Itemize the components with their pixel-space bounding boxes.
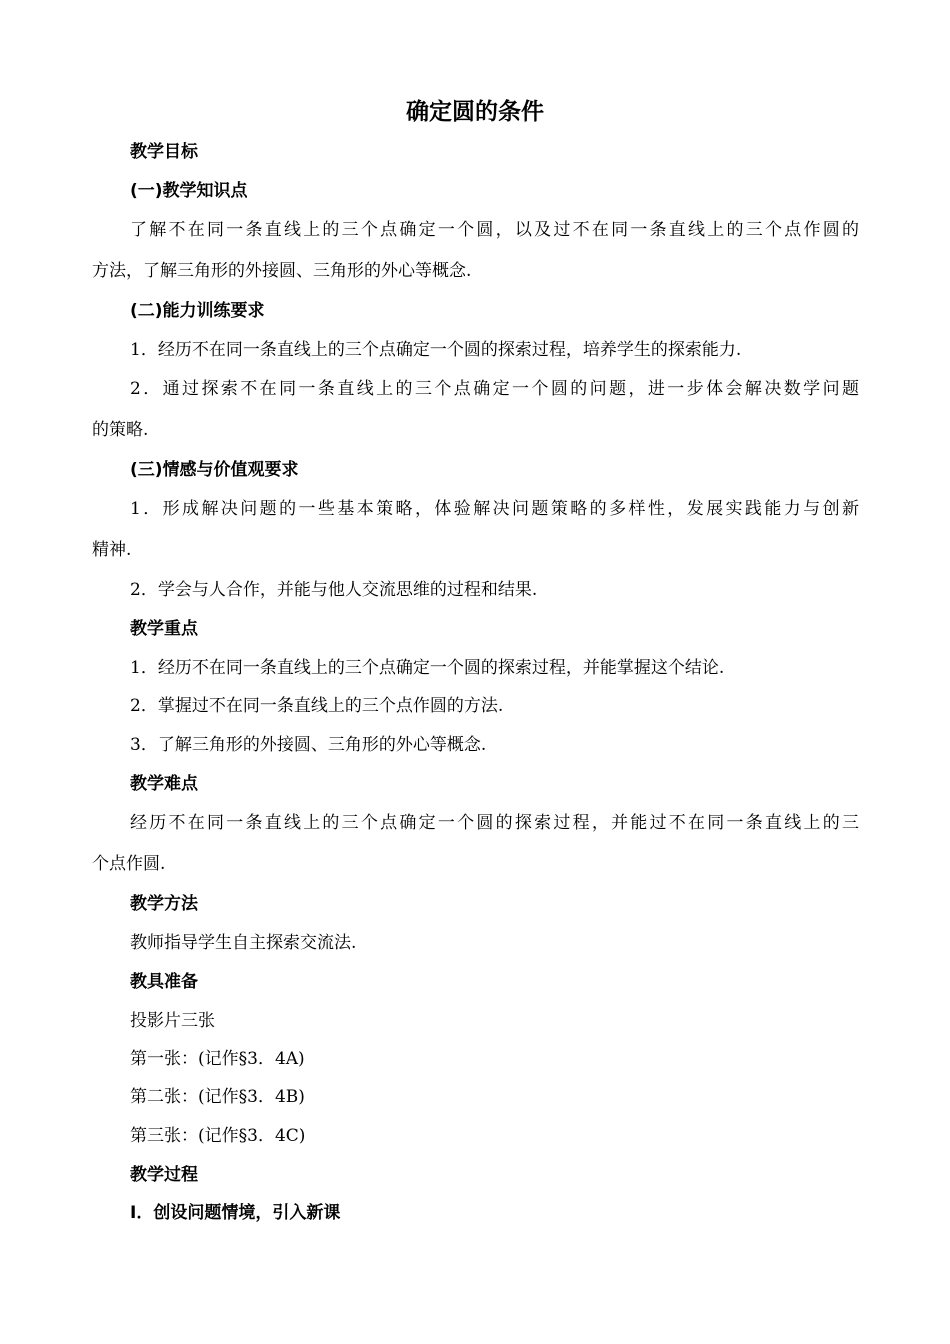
tools-heading: 教具准备 [130,972,198,992]
ability-item-2-line-1: 2．通过探索不在同一条直线上的三个点确定一个圆的问题，进一步体会解决数学问题 [130,379,859,399]
knowledge-paragraph-line-1: 了解不在同一条直线上的三个点确定一个圆，以及过不在同一条直线上的三个点作圆的 [130,220,859,240]
method-heading: 教学方法 [130,894,198,914]
knowledge-heading: (一)教学知识点 [130,181,248,201]
slide-item-3: 第三张：(记作§3．4C) [130,1126,306,1146]
ability-item-2-line-2: 的策略. [92,420,149,440]
key-point-2: 2．掌握过不在同一条直线上的三个点作圆的方法. [130,696,504,716]
emotion-item-1-line-2: 精神. [92,540,132,560]
key-point-3: 3．了解三角形的外接圆、三角形的外心等概念. [130,735,487,755]
tools-text: 投影片三张 [130,1011,215,1031]
emotion-item-1-line-1: 1．形成解决问题的一些基本策略，体验解决问题策略的多样性，发展实践能力与创新 [130,499,859,519]
emotion-heading: (三)情感与价值观要求 [130,460,299,480]
knowledge-paragraph-line-2: 方法，了解三角形的外接圆、三角形的外心等概念. [92,261,472,281]
slide-item-2: 第二张：(记作§3．4B) [130,1087,305,1107]
document-title: 确定圆的条件 [406,99,544,125]
emotion-item-2: 2．学会与人合作，并能与他人交流思维的过程和结果. [130,580,538,600]
process-step-1: Ⅰ．创设问题情境，引入新课 [130,1203,341,1223]
difficulty-heading: 教学难点 [130,774,198,794]
process-heading: 教学过程 [130,1165,198,1185]
ability-heading: (二)能力训练要求 [130,301,265,321]
objectives-heading: 教学目标 [130,142,198,162]
difficulty-line-1: 经历不在同一条直线上的三个点确定一个圆的探索过程，并能过不在同一条直线上的三 [130,813,859,833]
slide-item-1: 第一张：(记作§3．4A) [130,1049,305,1069]
method-text: 教师指导学生自主探索交流法. [130,933,357,953]
ability-item-1: 1．经历不在同一条直线上的三个点确定一个圆的探索过程，培养学生的探索能力. [130,340,742,360]
key-points-heading: 教学重点 [130,619,198,639]
key-point-1: 1．经历不在同一条直线上的三个点确定一个圆的探索过程，并能掌握这个结论. [130,658,725,678]
difficulty-line-2: 个点作圆. [92,854,166,874]
